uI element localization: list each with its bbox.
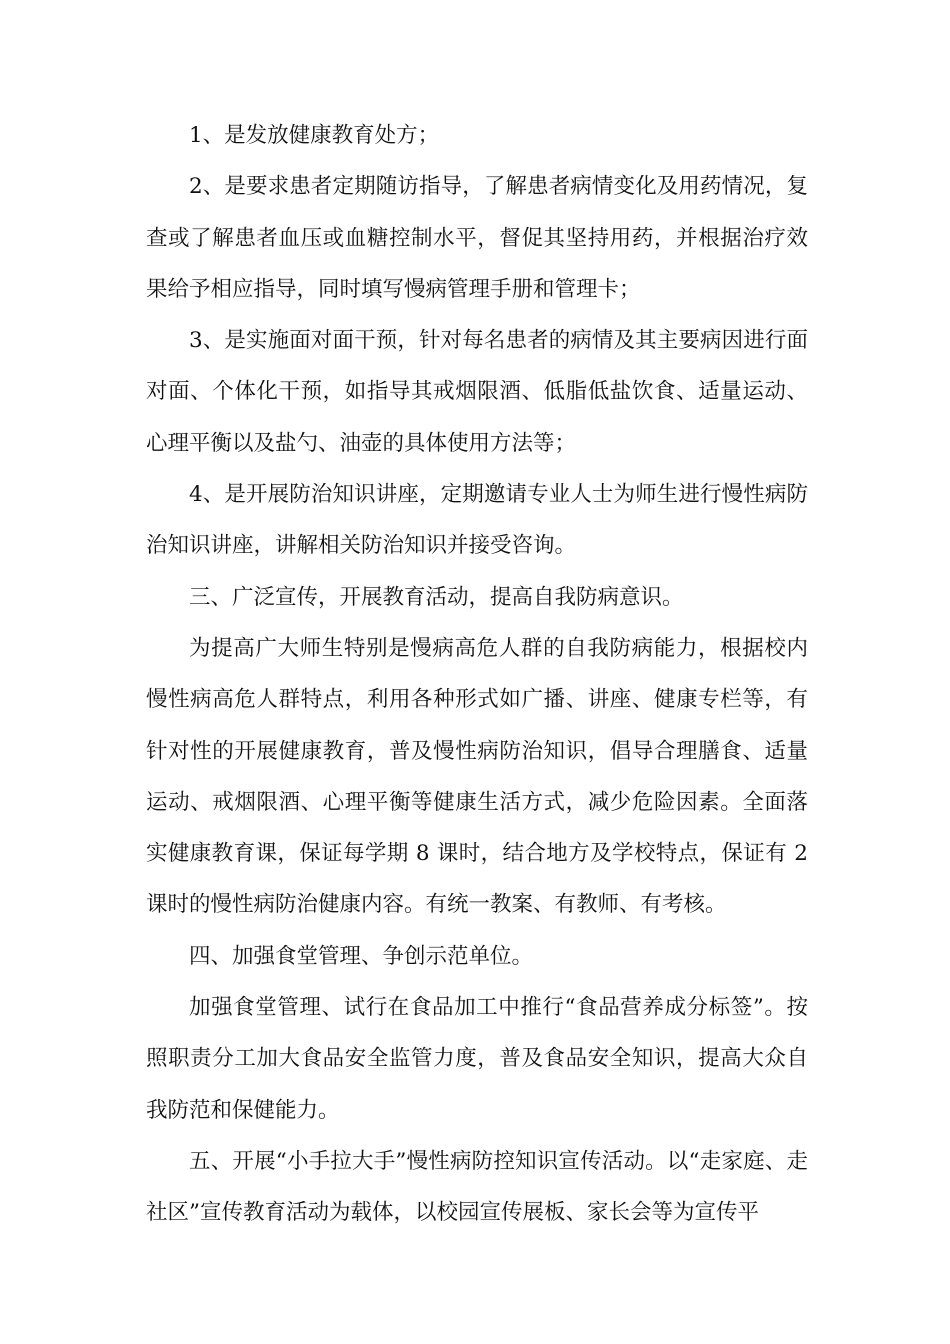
section-heading-3: 三、广泛宣传，开展教育活动，提高自我防病意识。 xyxy=(189,584,684,610)
section-4-body: 加强食堂管理、试行在食品加工中推行“食品营养成分标签”。按照职责分工加大食品安全监管力度，普及食品安全知识，提高大众自我防范和保健能力。 xyxy=(146,995,808,1123)
paragraph-item-4: 4、是开展防治知识讲座，定期邀请专业人士为师生进行慢性病防治知识讲座，讲解相关防治知识并接受咨询。 xyxy=(146,482,808,559)
paragraph-item-1: 1、是发放健康教育处方； xyxy=(189,123,440,148)
section-heading-4: 四、加强食堂管理、争创示范单位。 xyxy=(189,943,534,969)
paragraph-item-2: 2、是要求患者定期随访指导，了解患者病情变化及用药情况，复查或了解患者血压或血糖控制水平，督促其坚持用药，并根据治疗效果给予相应指导，同时填写慢病管理手册和管理卡； xyxy=(146,174,808,302)
section-3-body: 为提高广大师生特别是慢病高危人群的自我防病能力，根据校内慢性病高危人群特点，利用各种形式如广播、讲座、健康专栏等，有针对性的开展健康教育，普及慢性病防治知识，倡导合理膳食、适量运动、戒烟限酒、心理平衡等健康生活方式，减少危险因素。全面落实健康教育课，保证每学期 8 课时，结合地方及学校特点，保证有 2 课时的慢性病防治健康内容。有统一教案、有教师、有考核。 xyxy=(146,635,808,918)
section-heading-5: 五、开展“小手拉大手”慢性病防控知识宣传活动。以“走家庭、走社区”宣传教育活动为载体，以校园宣传展板、家长会等为宣传平 xyxy=(146,1148,808,1226)
document-body xyxy=(146,110,808,1239)
paragraph-item-3: 3、是实施面对面干预，针对每名患者的病情及其主要病因进行面对面、个体化干预，如指导其戒烟限酒、低脂低盐饮食、适量运动、心理平衡以及盐勺、油壶的具体使用方法等； xyxy=(146,328,808,456)
